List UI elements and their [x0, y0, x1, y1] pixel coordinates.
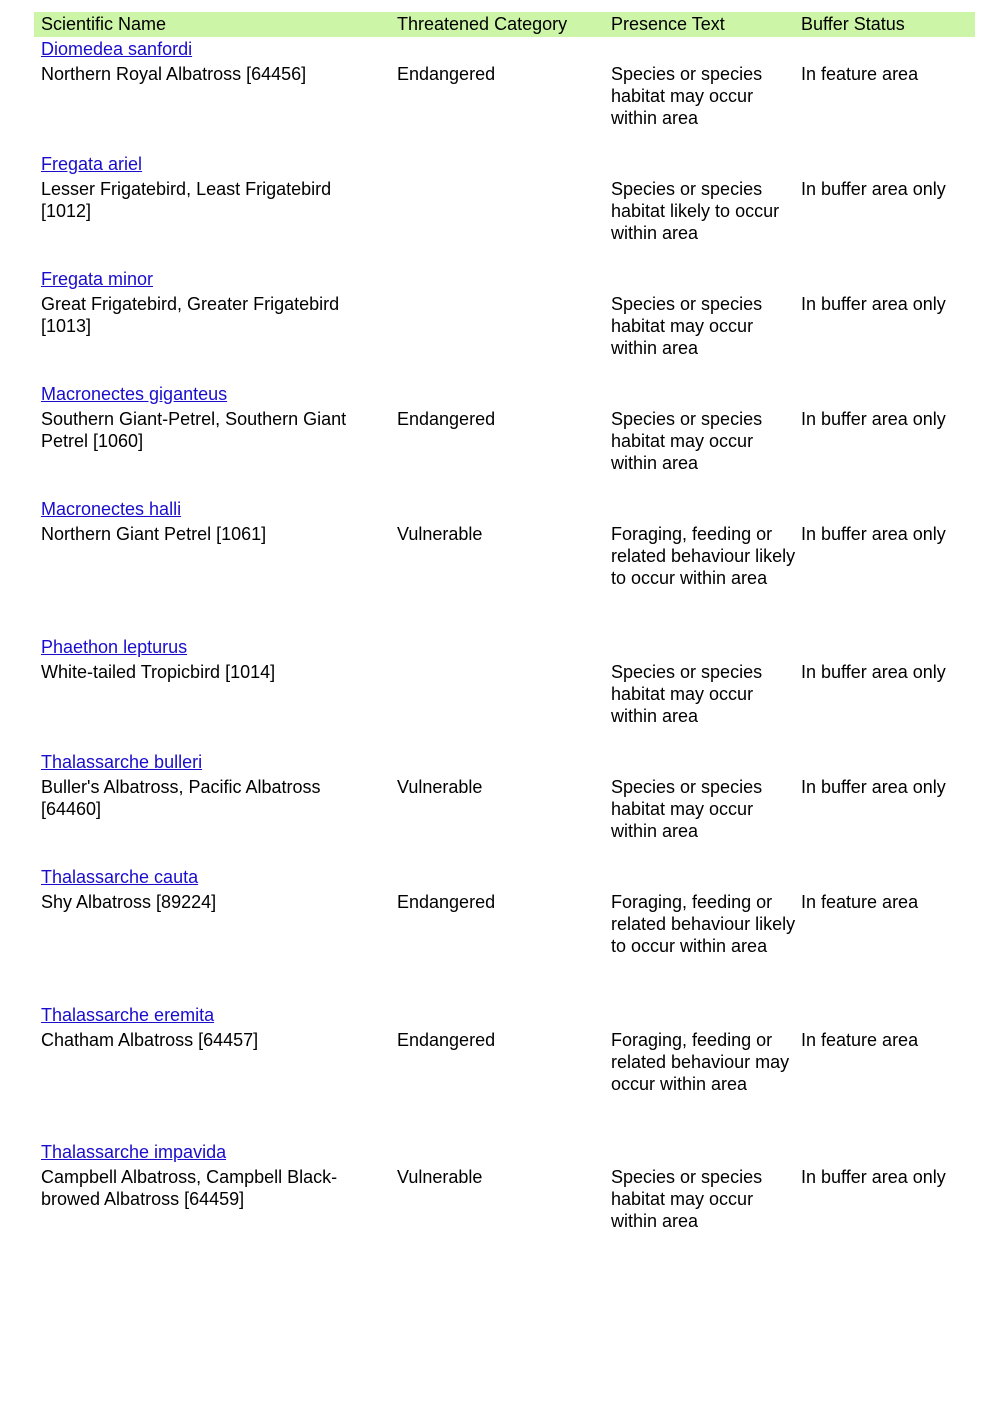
scientific-name-link[interactable]: Fregata minor — [41, 269, 154, 289]
presence-text: Foraging, feeding or related behaviour likely to occur within area — [611, 892, 796, 956]
common-name: Lesser Frigatebird, Least Frigatebird [1012] — [41, 179, 332, 221]
buffer-status: In buffer area only — [801, 662, 946, 682]
scientific-name-link[interactable]: Thalassarche cauta — [41, 867, 199, 887]
presence-text: Species or species habitat may occur within area — [611, 777, 763, 841]
common-name: Chatham Albatross [64457] — [41, 1030, 259, 1050]
common-name: Great Frigatebird, Greater Frigatebird [1013] — [41, 294, 340, 336]
scientific-name-link[interactable]: Thalassarche bulleri — [41, 752, 203, 772]
common-name: White-tailed Tropicbird [1014] — [41, 662, 276, 682]
threatened-category: Endangered — [397, 64, 496, 84]
common-name: Northern Royal Albatross [64456] — [41, 64, 307, 84]
scientific-name-link[interactable]: Fregata ariel — [41, 154, 143, 174]
header-scientific-name: Scientific Name — [41, 14, 167, 34]
header-buffer-status: Buffer Status — [801, 14, 905, 34]
buffer-status: In buffer area only — [801, 524, 946, 544]
presence-text: Foraging, feeding or related behaviour likely to occur within area — [611, 524, 796, 588]
presence-text: Species or species habitat may occur within area — [611, 64, 763, 128]
common-name: Campbell Albatross, Campbell Black-browed Albatross [64459] — [41, 1167, 338, 1209]
common-name: Southern Giant-Petrel, Southern Giant Petrel [1060] — [41, 409, 347, 451]
buffer-status: In buffer area only — [801, 179, 946, 199]
common-name: Northern Giant Petrel [1061] — [41, 524, 267, 544]
common-name: Shy Albatross [89224] — [41, 892, 217, 912]
threatened-category: Endangered — [397, 892, 496, 912]
header-presence-text: Presence Text — [611, 14, 725, 34]
common-name: Buller's Albatross, Pacific Albatross [64460] — [41, 777, 321, 819]
scientific-name-link[interactable]: Thalassarche eremita — [41, 1005, 215, 1025]
presence-text: Foraging, feeding or related behaviour may occur within area — [611, 1030, 790, 1094]
threatened-category: Endangered — [397, 1030, 496, 1050]
threatened-category: Vulnerable — [397, 1167, 483, 1187]
presence-text: Species or species habitat may occur within area — [611, 294, 763, 358]
header-threatened-category: Threatened Category — [397, 14, 568, 34]
buffer-status: In buffer area only — [801, 1167, 946, 1187]
buffer-status: In buffer area only — [801, 777, 946, 797]
scientific-name-link[interactable]: Phaethon lepturus — [41, 637, 188, 657]
scientific-name-link[interactable]: Diomedea sanfordi — [41, 39, 193, 59]
table-header — [34, 12, 975, 37]
presence-text: Species or species habitat may occur within area — [611, 662, 763, 726]
threatened-category: Vulnerable — [397, 777, 483, 797]
scientific-name-link[interactable]: Macronectes halli — [41, 499, 182, 519]
presence-text: Species or species habitat likely to occur within area — [611, 179, 780, 243]
threatened-category: Vulnerable — [397, 524, 483, 544]
buffer-status: In feature area — [801, 64, 919, 84]
buffer-status: In feature area — [801, 1030, 919, 1050]
buffer-status: In buffer area only — [801, 409, 946, 429]
buffer-status: In buffer area only — [801, 294, 946, 314]
scientific-name-link[interactable]: Macronectes giganteus — [41, 384, 228, 404]
buffer-status: In feature area — [801, 892, 919, 912]
presence-text: Species or species habitat may occur within area — [611, 1167, 763, 1231]
scientific-name-link[interactable]: Thalassarche impavida — [41, 1142, 227, 1162]
threatened-category: Endangered — [397, 409, 496, 429]
presence-text: Species or species habitat may occur within area — [611, 409, 763, 473]
